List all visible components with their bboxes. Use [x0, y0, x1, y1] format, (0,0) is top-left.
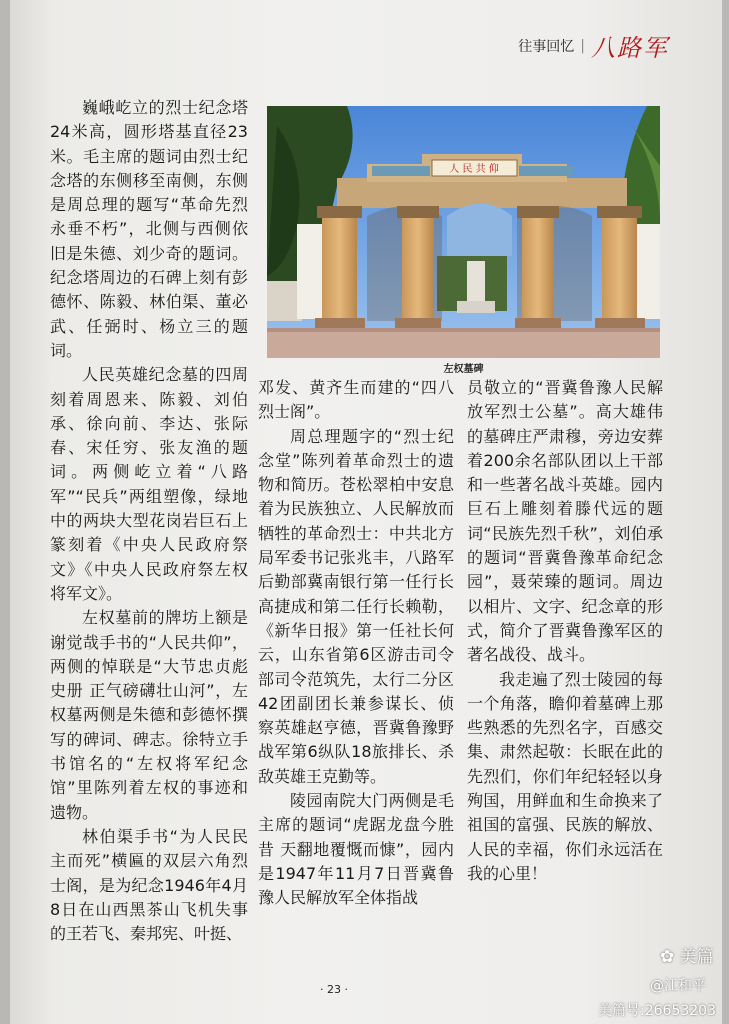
watermark-author: @江和平	[650, 978, 706, 994]
paragraph: 员敬立的“晋冀鲁豫人民解放军烈士公墓”。高大雄伟的墓碑庄严肃穆，旁边安葬着200余名部队团以上干部和一些著名战斗英雄。园内巨石上雕刻着滕代远的题词“民族先烈千秋”，刘伯承的题词“晋冀鲁豫革命纪念园”，聂荣臻的题词。周边以相片、文字、纪念章的形式，简介了晋冀鲁豫军区的著名战役、战斗。	[467, 378, 663, 665]
paragraph: 邓发、黄齐生而建的“四八烈士阁”。	[258, 378, 454, 422]
tomb-photo	[267, 106, 660, 358]
text-column-2	[258, 376, 454, 944]
magazine-logo: 八路军	[591, 34, 669, 62]
text-column-3	[467, 376, 663, 932]
paragraph: 林伯渠手书“为人民民主而死”横匾的双层六角烈士阁，是为纪念1946年4月8日在山西黑茶山飞机失事的王若飞、秦邦宪、叶挺、	[50, 826, 248, 944]
section-title: 往事回忆	[518, 38, 575, 55]
arch-plaque-text: 人 民 共 仰	[449, 164, 499, 175]
page-number: · 23 ·	[320, 983, 348, 996]
header-separator: |	[580, 37, 585, 54]
photo-caption: 左权墓碑	[443, 364, 484, 375]
watermark-brand-text: 美篇	[679, 947, 714, 967]
page-header	[518, 28, 669, 63]
paragraph: 陵园南院大门两侧是毛主席的题词“虎踞龙盘今胜昔 天翻地覆慨而慷”，园内是1947年11月7日晋冀鲁豫人民解放军全体指战	[258, 791, 454, 908]
paragraph: 我走遍了烈士陵园的每一个角落，瞻仰着墓碑上那些熟悉的先烈名字，百感交集、肃然起敬：长眠在此的先烈们，你们年纪轻轻以身殉国，用鲜血和生命换来了祖国的富强、民族的解放、人民的幸福，你们永远活在我的心里！	[467, 669, 663, 883]
watermark-brand	[660, 942, 714, 967]
watermark-id: 美篇号:26653203	[598, 1003, 716, 1019]
text-column-1	[50, 96, 248, 944]
paragraph: 人民英雄纪念墓的四周刻着周恩来、陈毅、刘伯承、徐向前、李达、张际春、宋任穷、张友渔的题词。两侧屹立着“八路军”“民兵”两组塑像，绿地中的两块大型花岗岩巨石上篆刻着《中央人民政府祭文》《中央人民政府祭左权将军文》。	[50, 365, 248, 603]
paragraph: 巍峨屹立的烈士纪念塔24米高，圆形塔基直径23米。毛主席的题词由烈士纪念塔的东侧移至南侧，东侧是周总理的题写“革命先烈永垂不朽”，北侧与西侧依旧是朱德、刘少奇的题词。纪念塔周边的石碑上刻有彭德怀、陈毅、林伯渠、董必武、任弼时、杨立三的题词。	[50, 98, 248, 360]
watermark-logo-icon: ✿	[660, 947, 675, 967]
paragraph: 左权墓前的牌坊上额是谢觉哉手书的“人民共仰”，两侧的悼联是“大节忠贞彪史册 正气磅礴壮山河”，左权墓两侧是朱德和彭德怀撰写的碑词、碑志。徐特立手书馆名的“左权将军纪念馆”里陈列着左权的事迹和遗物。	[50, 608, 248, 822]
paragraph: 周总理题字的“烈士纪念堂”陈列着革命烈士的遗物和简历。苍松翠柏中安息着为民族独立、人民解放而牺牲的革命烈士：中共北方局军委书记张兆丰，八路军后勤部冀南银行第一任行长高捷成和第二任行长赖勒，《新华日报》第一任社长何云，山东省第6区游击司令部司令范筑先，太行二分区42团副团长兼参谋长、侦察英雄赵亨德，晋冀鲁豫野战军第6纵队18旅排长、杀敌英雄王克勤等。	[258, 426, 454, 786]
